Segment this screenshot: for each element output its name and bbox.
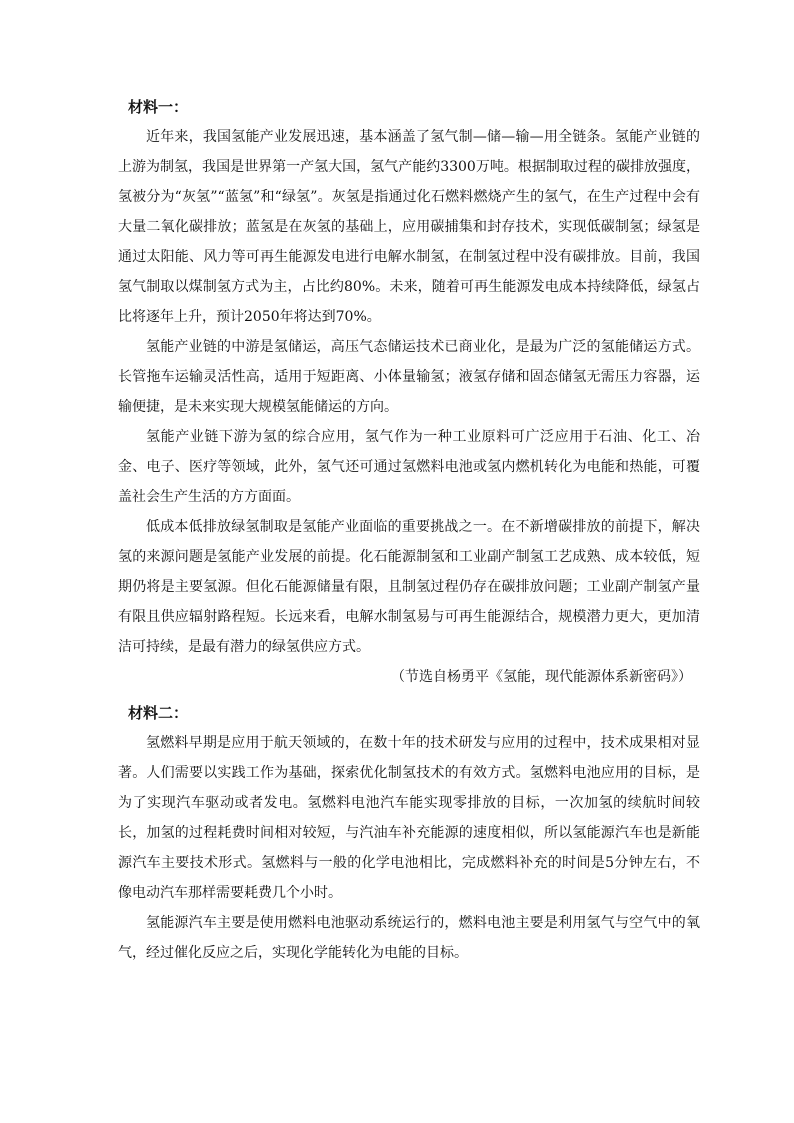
- material-two-heading: 材料二：: [128, 704, 189, 722]
- material-one-paragraph-3: 氢能产业链下游为氢的综合应用，氢气作为一种工业原料可广泛应用于石油、化工、冶金、电子、医疗等领域，此外，氢气还可通过氢燃料电池或氢内燃机转化为电能和热能，可覆盖社会生产生活的方方面面。: [118, 429, 700, 505]
- material-one-heading: 材料一：: [128, 98, 189, 116]
- document-content: [118, 92, 700, 968]
- material-one-paragraph-4: 低成本低排放绿氢制取是氢能产业面临的重要挑战之一。在不新增碳排放的前提下，解决氢的来源问题是氢能产业发展的前提。化石能源制氢和工业副产制氢工艺成熟、成本较低，短期仍将是主要氢源。但化石能源储量有限，且制氢过程仍存在碳排放问题；工业副产制氢产量有限且供应辐射路程短。长远来看，电解水制氢易与可再生能源结合，规模潜力更大，更加清洁可持续，是最有潜力的绿氢供应方式。: [118, 519, 700, 655]
- material-two-paragraph-1: 氢燃料早期是应用于航天领域的，在数十年的技术研发与应用的过程中，技术成果相对显著。人们需要以实践工作为基础，探索优化制氢技术的有效方式。氢燃料电池应用的目标，是为了实现汽车驱动或者发电。氢燃料电池汽车能实现零排放的目标，一次加氢的续航时间较长，加氢的过程耗费时间相对较短，与汽油车补充能源的速度相似，所以氢能源汽车也是新能源汽车主要技术形式。氢燃料与一般的化学电池相比，完成燃料补充的时间是5分钟左右，不像电动汽车那样需要耗费几个小时。: [118, 735, 700, 901]
- material-one-source: （节选自杨勇平《氢能，现代能源体系新密码》）: [391, 669, 692, 685]
- material-one-paragraph-2: 氢能产业链的中游是氢储运，高压气态储运技术已商业化，是最为广泛的氢能储运方式。长管拖车运输灵活性高，适用于短距离、小体量输氢；液氢存储和固态储氢无需压力容器，运输便捷，是未来实现大规模氢能储运的方向。: [118, 339, 700, 415]
- material-one-paragraph-1: 近年来，我国氢能产业发展迅速，基本涵盖了氢气制—储—输—用全链条。氢能产业链的上游为制氢，我国是世界第一产氢大国，氢气产能约3300万吨。根据制取过程的碳排放强度，氢被分为“灰氢”“蓝氢”和“绿氢”。灰氢是指通过化石燃料燃烧产生的氢气，在生产过程中会有大量二氧化碳排放；蓝氢是在灰氢的基础上，应用碳捕集和封存技术，实现低碳制氢；绿氢是通过太阳能、风力等可再生能源发电进行电解水制氢，在制氢过程中没有碳排放。目前，我国氢气制取以煤制氢方式为主，占比约80%。未来，随着可再生能源发电成本持续降低，绿氢占比将逐年上升，预计2050年将达到70%。: [118, 129, 700, 325]
- material-two-paragraph-2: 氢能源汽车主要是使用燃料电池驱动系统运行的，燃料电池主要是利用氢气与空气中的氧气，经过催化反应之后，实现化学能转化为电能的目标。: [118, 915, 700, 961]
